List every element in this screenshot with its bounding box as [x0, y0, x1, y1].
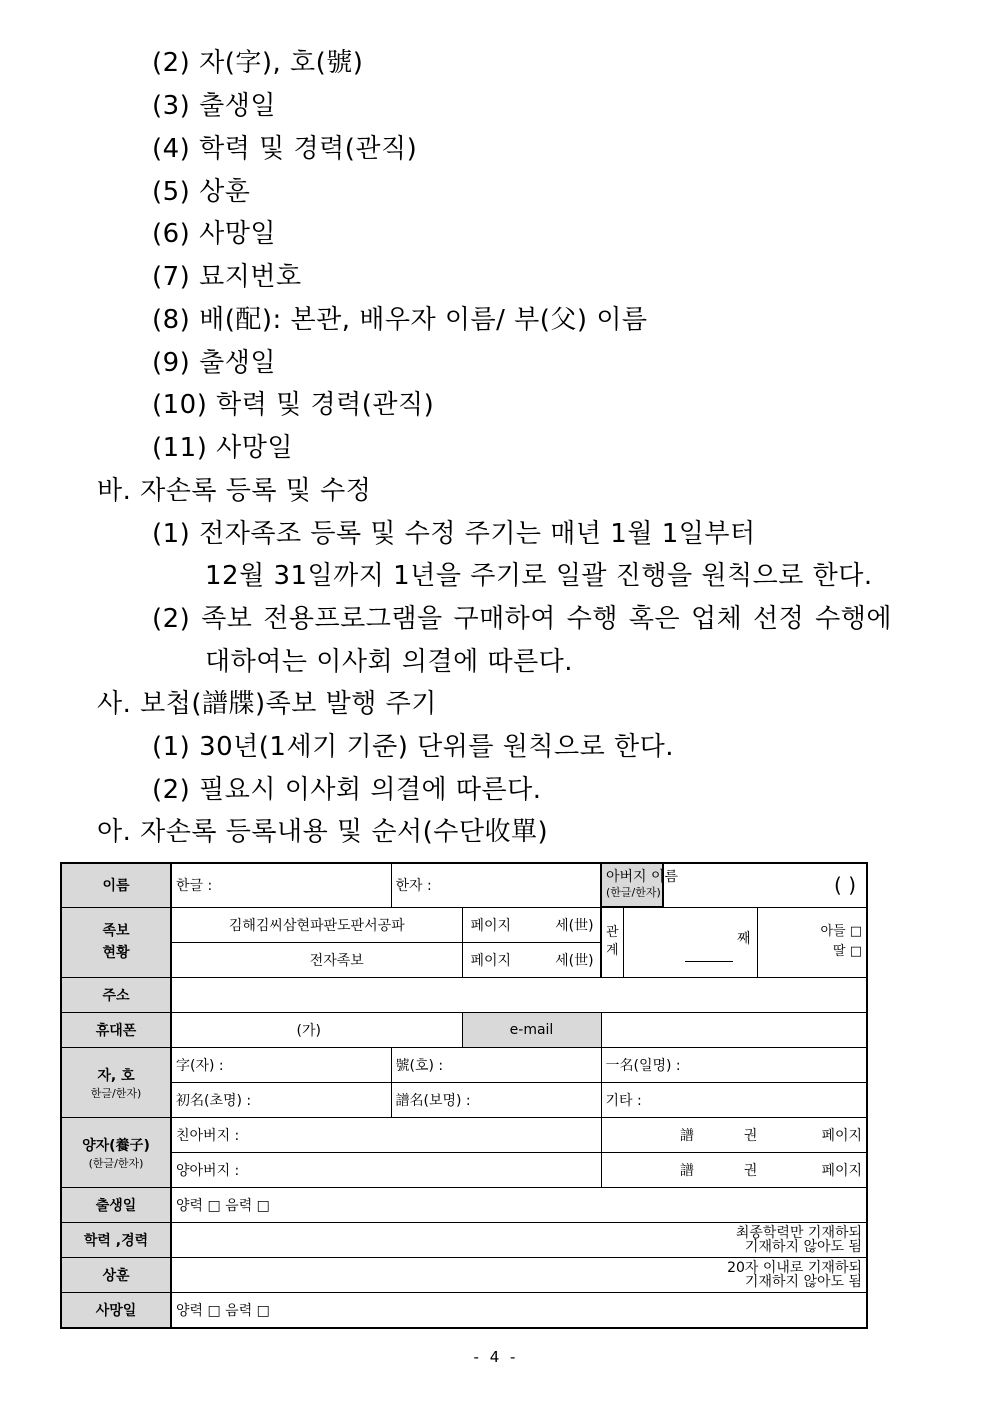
relation-order-field[interactable]: 째	[623, 907, 757, 977]
birth-label: 출생일	[61, 1187, 171, 1222]
name-hangul-field[interactable]: 한글 :	[171, 863, 391, 907]
jokbo-status-label: 족보 현황	[61, 907, 171, 977]
text-line: (10) 학력 및 경력(관직)	[152, 390, 435, 420]
name-label: 이름	[61, 863, 171, 907]
adopt-father-book[interactable]: 譜 권 페이지	[601, 1152, 867, 1187]
registration-form	[60, 862, 868, 1329]
email-field[interactable]	[601, 1012, 867, 1047]
page-number: - 4 -	[473, 1348, 519, 1366]
section-heading: 사. 보첩(譜牒)족보 발행 주기	[97, 689, 437, 719]
text-line: (4) 학력 및 경력(관직)	[152, 134, 418, 164]
education-field[interactable]: 최종학력만 기재하되 기재하지 않아도 됨	[171, 1222, 867, 1257]
section-heading: 아. 자손록 등록내용 및 순서(수단收單)	[97, 817, 549, 847]
death-calendar-check[interactable]: 양력 □ 음력 □	[171, 1292, 867, 1328]
ho-field[interactable]: 號(호) :	[391, 1047, 601, 1082]
father-name-label: 아버지 이름 (한글/한자)	[601, 863, 663, 907]
education-label: 학력 ,경력	[61, 1222, 171, 1257]
death-label: 사망일	[61, 1292, 171, 1328]
text-line: (2) 필요시 이사회 의결에 따른다.	[152, 775, 542, 805]
bio-father-field[interactable]: 친아버지 :	[171, 1117, 601, 1152]
phone-label: 휴대폰	[61, 1012, 171, 1047]
jokbo-clan-name: 김해김씨삼현파판도판서공파	[171, 907, 462, 942]
yangja-label: 양자(養子) (한글/한자)	[61, 1117, 171, 1187]
text-line: (8) 배(配): 본관, 배우자 이름/ 부(父) 이름	[152, 305, 648, 335]
text-line: (2) 족보 전용프로그램을 구매하여 수행 혹은 업체 선정 수행에	[152, 604, 892, 634]
chomyeong-field[interactable]: 初名(초명) :	[171, 1082, 391, 1117]
text-line: 대하여는 이사회 의결에 따른다.	[205, 647, 574, 677]
electronic-page-se[interactable]: 페이지 세(世)	[462, 942, 601, 977]
name-hanja-field[interactable]: 한자 :	[391, 863, 601, 907]
relation-label: 관 계	[601, 907, 623, 977]
email-label: e-mail	[462, 1012, 601, 1047]
text-line: (1) 30년(1세기 기준) 단위를 원칙으로 한다.	[152, 732, 674, 762]
text-line: (5) 상훈	[152, 177, 251, 207]
text-line: (11) 사망일	[152, 433, 293, 463]
bomyeong-field[interactable]: 譜名(보명) :	[391, 1082, 601, 1117]
gita-field[interactable]: 기타 :	[601, 1082, 867, 1117]
electronic-jokbo: 전자족보	[171, 942, 462, 977]
bio-father-book[interactable]: 譜 권 페이지	[601, 1117, 867, 1152]
address-field[interactable]	[171, 977, 867, 1012]
son-daughter-check[interactable]: 아들 □ 딸 □	[757, 907, 867, 977]
ilmyeong-field[interactable]: 一名(일명) :	[601, 1047, 867, 1082]
adopt-father-field[interactable]: 양아버지 :	[171, 1152, 601, 1187]
text-line: (3) 출생일	[152, 91, 276, 121]
text-line: (1) 전자족조 등록 및 수정 주기는 매년 1월 1일부터	[152, 519, 756, 549]
ja-field[interactable]: 字(자) :	[171, 1047, 391, 1082]
father-name-field[interactable]: ( )	[663, 863, 867, 907]
text-line: (2) 자(字), 호(號)	[152, 48, 364, 78]
jokbo-page-se[interactable]: 페이지 세(世)	[462, 907, 601, 942]
text-line: (7) 묘지번호	[152, 262, 302, 292]
text-line: (9) 출생일	[152, 348, 276, 378]
birth-calendar-check[interactable]: 양력 □ 음력 □	[171, 1187, 867, 1222]
award-field[interactable]: 20자 이내로 기재하되 기재하지 않아도 됨	[171, 1257, 867, 1292]
phone-field[interactable]: (가)	[171, 1012, 462, 1047]
ja-ho-label: 자, 호 한글/한자)	[61, 1047, 171, 1117]
address-label: 주소	[61, 977, 171, 1012]
award-label: 상훈	[61, 1257, 171, 1292]
section-heading: 바. 자손록 등록 및 수정	[97, 476, 372, 506]
text-line: 12월 31일까지 1년을 주기로 일괄 진행을 원칙으로 한다.	[205, 561, 873, 591]
text-line: (6) 사망일	[152, 219, 276, 249]
